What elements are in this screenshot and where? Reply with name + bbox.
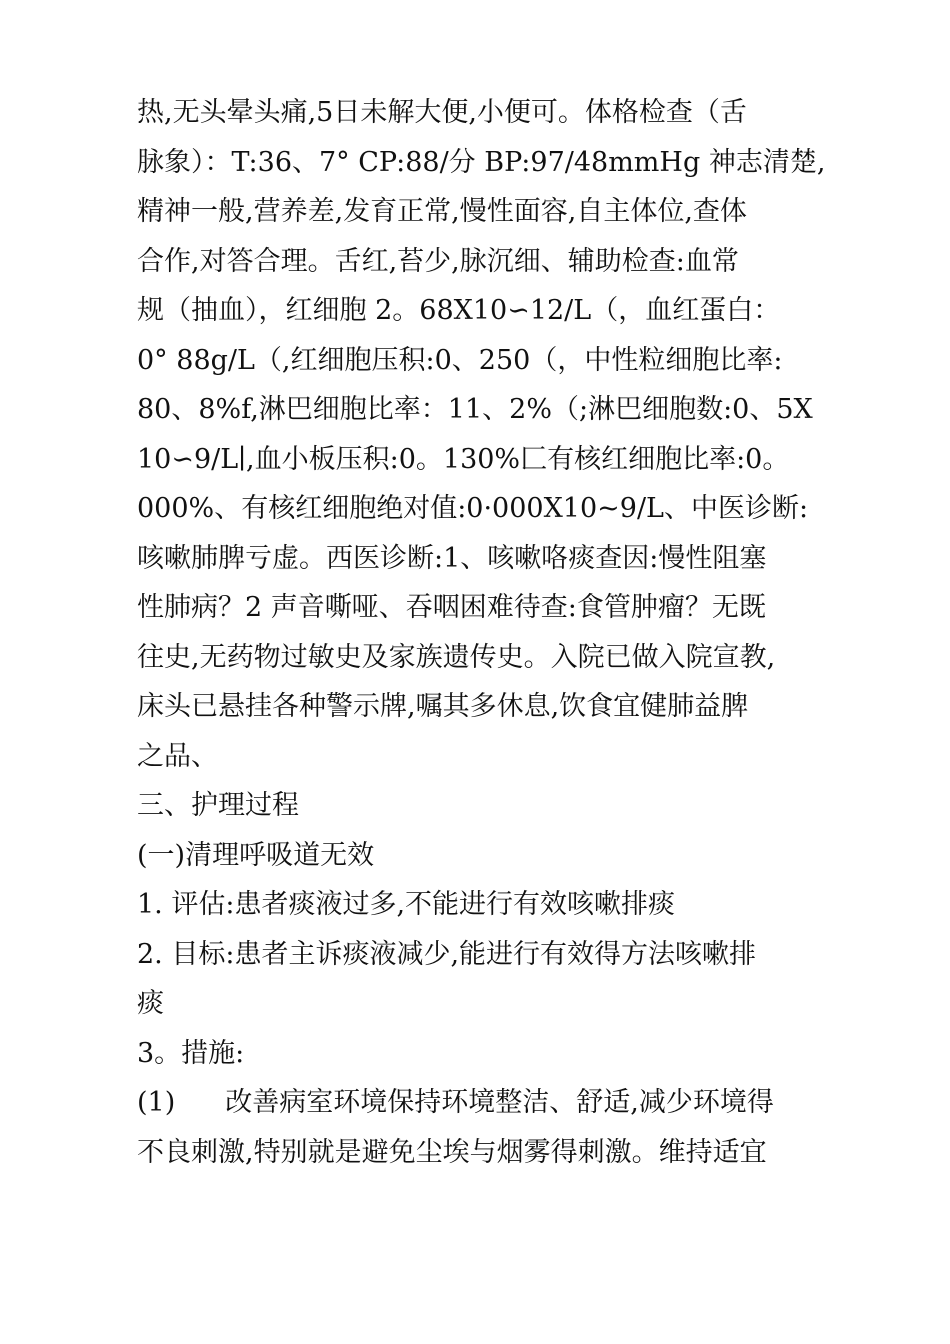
text-line: 10∽9/L∣,血小板压积:0。130%匚有核红细胞比率:0。	[137, 443, 790, 475]
text-line: 性肺病？2 声音嘶哑、吞咽困难待查:食管肿瘤？无既	[137, 592, 766, 623]
text-line: 0° 88g/L（,红细胞压积:0、250（，中性粒细胞比率:	[137, 344, 783, 376]
text-line: 不良刺激,特别就是避免尘埃与烟雾得刺激。维持适宜	[137, 1136, 767, 1168]
section-heading: 三、护理过程	[137, 790, 299, 821]
text-line: 之品、	[137, 740, 218, 772]
measure-number: (1)	[137, 1087, 176, 1118]
measure-item	[137, 1078, 837, 1128]
list-item: 2. 目标:患者主诉痰液减少,能进行有效得方法咳嗽排	[137, 938, 757, 970]
text-line: 往史,无药物过敏史及家族遗传史。入院已做入院宣教,	[137, 641, 776, 673]
text-line: 精神一般,营养差,发育正常,慢性面容,自主体位,查体	[137, 196, 747, 227]
text-line: 脉象）：T:36、7° CP:88/分 BP:97/48mmHg 神志清楚,	[137, 146, 826, 178]
list-item: 3。措施:	[137, 1037, 245, 1069]
text-line: 床头已悬挂各种警示牌,嘱其多休息,饮食宜健肺益脾	[137, 691, 749, 722]
text-line: 痰	[137, 988, 164, 1019]
text-line: 规（抽血），红细胞 2。68X10∽12/L（，血红蛋白：	[137, 295, 781, 326]
list-item: 1. 评估:患者痰液过多,不能进行有效咳嗽排痰	[137, 889, 676, 920]
text-line: 热,无头晕头痛,5日未解大便,小便可。体格检查（舌	[137, 97, 747, 128]
text-line: 合作,对答合理。舌红,苔少,脉沉细、辅助检查:血常	[137, 245, 739, 277]
text-line: 咳嗽肺脾亏虚。西医诊断:1、咳嗽咯痰查因:慢性阻塞	[137, 542, 767, 574]
measure-text: 改善病室环境保持环境整洁、舒适,减少环境得	[225, 1087, 774, 1118]
document-body	[137, 88, 837, 1177]
text-line: 80、8%f,淋巴细胞比率：11、2%（;淋巴细胞数:0、5X	[137, 394, 813, 425]
text-line: 000%、有核红细胞绝对值:0·000X10~9/L、中医诊断:	[137, 493, 809, 524]
subsection-heading: (一)清理呼吸道无效	[137, 839, 375, 871]
